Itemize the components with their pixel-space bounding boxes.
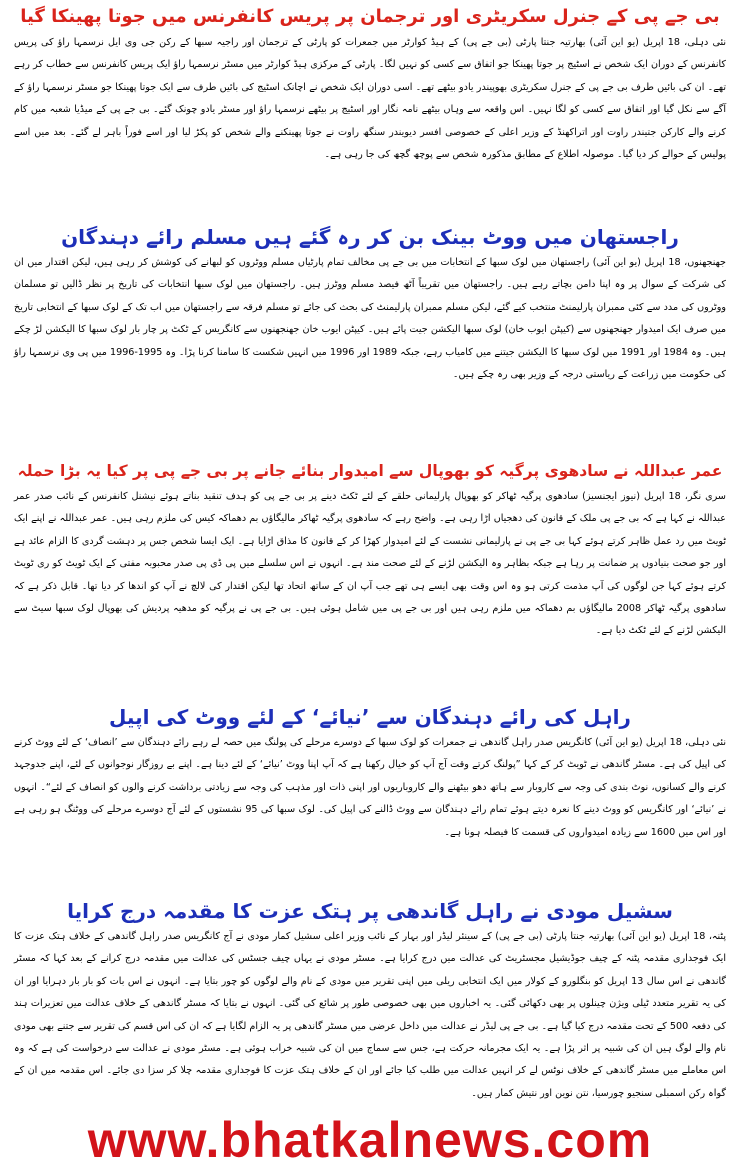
article-omar-abdullah xyxy=(14,458,726,643)
article-body: نئی دہلی، 18 اپریل (یو این آئی) کانگریس صدر راہل گاندھی نے جمعرات کو لوک سبھا کے دوسرے مرحلے کی پولنگ میں حصہ لے رہے رائے دہندگان سے ’انصاف‘ کے لئے ووٹ کرنے کی اپیل کی ہے۔ مسٹر گاندھی نے ٹویٹ کر کے کہا ”پولنگ کرتے وقت آج آپ کو خیال رکھنا ہے کہ آپ اپنا ووٹ ’نیائے‘ کے لئے دینا ہے۔ اپنے بے روزگار نوجوانوں کے لئے، اپنے جدوجہد کرنے والے کسانوں، نوٹ بندی کی وجہ سے کاروبار سے ہاتھ دھو بیٹھنے والے کاروباریوں اور اپنی ذات اور مذہب کی وجہ سے زیادتی برداشت کرنے والوں کو انصاف کے لئے“۔ انہوں نے ’نیائے‘ اور کانگریس کو ووٹ دینے کا نعرہ دیتے ہوئے تمام رائے دہندگان سے ووٹ ڈالنے کی اپیل کی۔ لوک سبھا کی 95 نشستوں کے لئے آج دوسرے مرحلے کی ووٹنگ ہو رہی ہے اور اس میں 1600 سے زیادہ امیدواروں کی قسمت کا فیصلہ ہونا ہے۔ xyxy=(14,737,727,838)
article-body: جھنجھنوں، 18 اپریل (یو این آئی) راجستھان میں لوک سبھا کے انتخابات میں بی جے پی مخالف تمام پارٹیاں مسلم ووٹروں کو لبھانے کی کوشش کر رہی ہیں، لیکن اقتدار میں ان کی شرکت کے سوال پر وہ اپنا دامن بچاتے رہے ہیں۔ راجستھان میں تقریباً آٹھ فیصد مسلم ووٹرز ہیں۔ راجستھان میں لوک سبھا انتخابات کی تاریخ پر نظر ڈالیں تو مسلمان ووٹروں کی مدد سے کئی ممبران پارلیمنٹ منتخب کیے گئے، لیکن مسلم ممبران پارلیمنٹ کی بحث کی جائے تو مسلم فرقہ سے راجستھان میں اب تک کے لوک سبھا کے انتخابی تاریخ میں صرف ایک امیدوار جھنجھنوں سے (کیپٹن ایوب خان) لوک سبھا الیکشن جیت پائے ہیں۔ کیپٹن ایوب خان جھنجھنوں سے کانگریس کے ٹکٹ پر چار بار لوک سبھا کا الیکشن لڑ چکے ہیں۔ وہ 1984 اور 1991 میں لوک سبھا کا الیکشن جیتنے میں کامیاب رہے، جبکہ 1989 اور 1996 میں انہیں شکست کا سامنا کرنا پڑا۔ وہ 1995-1996 میں پی وی نرسمہا راؤ کی حکومت میں زراعت کے ریاستی درجہ کے وزیر بھی رہ چکے ہیں۔ xyxy=(14,257,727,381)
article-headline: بی جے پی کے جنرل سکریٹری اور ترجمان پر پریس کانفرنس میں جوتا پھینکا گیا xyxy=(20,6,720,27)
article-body: نئی دہلی، 18 اپریل (یو این آئی) بھارتیہ جنتا پارٹی (بی جے پی) کے ہیڈ کوارٹر میں جمعرات کو پارٹی کے ترجمان اور راجیہ سبھا کے رکن جی وی ایل نرسمہا راؤ کی پریس کانفرنس کے دوران ایک شخص نے اسٹیج پر جوتا پھینکا جو اتفاق سے کسی کو نہیں لگا۔ پارٹی کے مرکزی ہیڈ کوارٹر میں مسٹر نرسمہا راؤ ایک پریس کانفرنس سے خطاب کر رہے تھے۔ ان کی بائیں طرف بی جے پی کے جنرل سکریٹری بھوپیندر یادو بیٹھے تھے۔ اسی دوران ایک شخص نے اچانک اسٹیج کی بائیں طرف سے ایک جوتا پھینکا جو مسٹر نرسمہا راؤ کے آگے سے نکل گیا اور اتفاق سے کسی کو لگا نہیں۔ اس واقعہ سے وہاں بیٹھے نامہ نگار اور اسٹیج پر بیٹھے نرسمہا راؤ اور مسٹر یادو چونک گئے۔ بی جے پی کے میڈیا شعبہ میں کام کرنے والے کارکن جتیندر راوت اور اتراکھنڈ کے وزیر اعلی کے خصوصی افسر دیویندر سنگھ راوت نے جوتا پھینکنے والے شخص کو پکڑ لیا اور اسے فوراً باہر لے گئے۔ بعد میں اسے پولیس کے حوالے کر دیا گیا۔ موصولہ اطلاع کے مطابق مذکورہ شخص سے پوچھ گچھ کی جا رہی ہے۔ xyxy=(14,37,727,161)
article-headline: عمر عبداللہ نے سادھوی پرگیہ کو بھوپال سے امیدوار بنائے جانے پر بی جے پی پر کیا یہ بڑا حملہ xyxy=(17,462,723,480)
article-headline: سشیل مودی نے راہل گاندھی پر ہتک عزت کا مقدمہ درج کرایا xyxy=(67,899,673,923)
article-rahul-nyay xyxy=(14,704,726,844)
article-headline: راہل کی رائے دہندگان سے ’نیائے‘ کے لئے ووٹ کی اپیل xyxy=(109,705,631,729)
article-body: سری نگر، 18 اپریل (نیوز ایجنسیز) سادھوی پرگیہ ٹھاکر کو بھوپال پارلیمانی حلقے کے لئے ٹکٹ دینے پر بی جے پی کو ہدف تنقید بناتے ہوئے نیشنل کانفرنس کے نائب صدر عمر عبداللہ نے کہا ہے کہ بی جے پی ملک کے قانون کی دھجیاں اڑا رہی ہے۔ واضح رہے کہ سادھوی پرگیہ ٹھاکر مالیگاؤں بم دھماکہ کیس کی ملزم رہی ہیں۔ عمر عبداللہ نے اپنے ایک ٹویٹ میں رد عمل ظاہر کرتے ہوئے کہا بی جے پی نے پارلیمانی نشست کے لئے امیدوار کھڑا کر کے قانون کا مذاق اڑایا ہے۔ ایک ایسا شخص جس پر دہشت گردی کا الزام عائد ہے اور جو صحت بنیادوں پر ضمانت پر رہا ہے جبکہ بظاہر وہ الیکشن لڑنے کے لئے صحت مند ہے۔ انہوں نے اس سلسلے میں پی ڈی پی صدر محبوبہ مفتی کے ایک ٹویٹ کو ری ٹویٹ کرتے ہوئے کہا جن لوگوں کی آپ مذمت کرتی ہو وہ اس وقت بھی ایسے ہی تھے جب آپ ان کے ساتھ اتحاد تھا لیکن اقتدار کی لالچ نے آپ کو اندھا کر دیا تھا۔ قابل ذکر ہے کہ سادھوی پرگیہ ٹھاکر 2008 مالیگاؤں بم دھماکہ میں ملزم رہی ہیں اور بی جے پی میں شامل ہوئی ہیں۔ بی جے پی نے پرگیہ کو مدھیہ پردیش کی بھوپال لوک سبھا سیٹ سے الیکشن لڑنے کے لئے ٹکٹ دیا ہے۔ xyxy=(14,491,726,637)
article-rajasthan-muslim-voters xyxy=(14,224,726,386)
article-headline: راجستھان میں ووٹ بینک بن کر رہ گئے ہیں مسلم رائے دہندگان xyxy=(61,225,679,249)
site-watermark: www.bhatkalnews.com xyxy=(87,1112,653,1168)
article-bjp-shoe xyxy=(14,4,726,166)
article-sushil-modi-defamation xyxy=(14,898,726,1105)
article-body: پٹنہ، 18 اپریل (یو این آئی) بھارتیہ جنتا پارٹی (بی جے پی) کے سینئر لیڈر اور بہار کے نائب وزیر اعلی سشیل کمار مودی نے آج کانگریس صدر راہل گاندھی کے خلاف ہتک عزت کا ایک فوجداری مقدمہ پٹنہ کے چیف جوڈیشیل مجسٹریٹ کی عدالت میں درج کرایا ہے۔ مسٹر مودی نے یہاں چیف جسٹس کی عدالت میں مقدمہ درج کرانے کے بعد کہا کہ مسٹر گاندھی نے اس سال 13 اپریل کو بنگلورو کے کولار میں ایک انتخابی ریلی میں اپنی تقریر میں مودی کے نام والے لوگوں کو چور بتایا ہے۔ انہوں نے اس بات کو بار بار دہرایا اور ان کی یہ تقریر متعدد ٹیلی ویژن چینلوں پر بھی دکھائی گئی۔ یہ اخباروں میں بھی خصوصی طور پر شائع کی گئی۔ انہوں نے بتایا کہ مسٹر گاندھی کے خلاف عدالت میں تعزیرات ہند کی دفعہ 500 کے تحت مقدمہ درج کیا گیا ہے۔ بی جے پی لیڈر نے عدالت میں داخل عرضی میں مسٹر گاندھی پر یہ الزام لگایا ہے کہ ان کی اس قسم کی تقریر سے جتنے بھی مودی نام والے لوگ ہیں ان کی شبیہ پر اثر پڑا ہے۔ یہ ایک مجرمانہ حرکت ہے، جس سے سماج میں ان کی شبیہ خراب ہوئی ہے۔ مسٹر مودی نے عدالت سے درخواست کی ہے کہ وہ اس معاملے میں مسٹر گاندھی کے خلاف نوٹس لے کر انہیں عدالت میں طلب کیا جائے اور ان کے خلاف ہتک عزت کا فوجداری مقدمہ چلا کر سزا دی جائے۔ اس مقدمہ میں ان کے گواہ رکن اسمبلی سنجیو چورسیا، نتن نوین اور نتیش کمار ہیں۔ xyxy=(14,931,727,1099)
